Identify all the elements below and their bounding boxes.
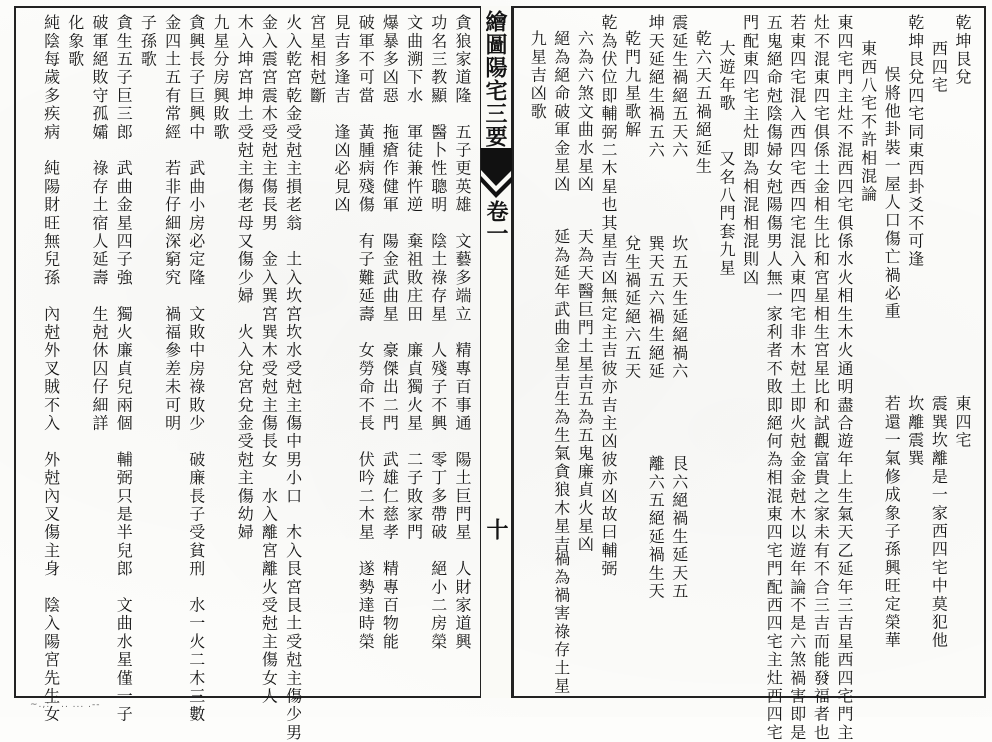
right-text-segment: 坎五天生延絕禍六 <box>669 235 689 381</box>
fish-tail-mark-icon <box>480 148 513 200</box>
right-text-column: 若東四宅混入西四宅西四宅混入東四宅非木尅土即火尅金金尅木以遊年論不是六煞禍害即是 <box>787 14 807 742</box>
left-text-column: 子孫歌 <box>138 14 158 69</box>
right-text-column: 灶不混東四宅俱係土金相生比和宮星相生宮星比和試觀富貴之家未有不合三吉而能發福者也 <box>811 14 831 742</box>
right-text-column: 東四宅門主灶不混西四宅俱係水火相生木火通明盡合遊年上生氣天乙延年三吉星西四宅門主 <box>835 14 854 742</box>
left-text-column: 九星分房興敗歌 <box>211 14 230 142</box>
left-text-column: 爆暴多凶惡 拖瘡作健軍 陽金武曲星 豪傑出二門 武雄仁慈孝 精專百物能 <box>380 14 400 651</box>
right-text-column: 震延生禍絕五天六 <box>669 14 689 160</box>
right-text-segment: 震巽坎離是一家西四宅中莫犯他 <box>929 395 949 650</box>
left-text-column: 宮星相尅斷 <box>307 14 327 105</box>
right-text-column: 六為六煞文曲水星凶 <box>575 30 595 194</box>
right-text-column: 乾門九星歌解 <box>622 30 642 140</box>
left-text-column: 功名三教顯 醫卜性聰明 陰土祿存星 人殘子不興 零丁多帶破 絕小二房榮 <box>428 14 448 651</box>
right-text-column: 乾為伏位即輔弼二木星也其星吉凶無定主吉彼亦吉主凶彼亦凶故曰輔弼 <box>599 14 618 579</box>
left-text-column: 破軍不可當 黃腫病殘傷 有子難延壽 女勞命不長 伏吟二木星 遂勢達時榮 <box>356 14 376 651</box>
left-text-column: 文曲溯下水 軍徒兼忤逆 棄祖敗庄田 廉貞獨火星 二子敗家門 <box>404 14 424 542</box>
right-text-segment: 天為天醫巨門土星吉 <box>575 228 595 392</box>
left-text-column: 金四土五有常經 若非仔細深窮究 禍福參差未可明 <box>162 14 182 433</box>
left-text-column: 見吉多逢吉 逢凶必見凶 <box>332 14 351 215</box>
right-text-segment: 離六五絕延禍生天 <box>646 455 666 601</box>
right-text-column: 東西八宅不許相混論 <box>858 40 878 204</box>
right-text-column: 九星吉凶歌 <box>528 30 548 121</box>
right-text-segment: 艮六絕禍生延天五 <box>669 455 689 601</box>
right-text-segment: 生為生氣貪狼木星吉 <box>551 390 571 554</box>
left-text-column: 金入震宮震木受尅主傷長男 金入巽宮巽木受尅主傷長女 水入離宮離火受尅主傷女人 <box>259 14 279 706</box>
book-title: 繪圖陽宅三要 <box>482 10 508 148</box>
page-number: 十 <box>483 518 509 540</box>
left-text-column: 破軍絕敗守孤孀 祿存土宿人延壽 生尅休囚仔細詳 <box>90 14 109 433</box>
left-text-column: 貪狼家道隆 五子更英雄 文藝多端立 精專百事通 陽土巨門星 人財家道興 <box>453 14 472 651</box>
left-text-column: 貪興長子巨興中 武曲小房必定隆 文敗中房祿敗少 破廉長子受貧刑 水一火二木三數 <box>186 14 206 724</box>
right-text-column: 大遊年歌 <box>717 40 736 113</box>
left-text-column: 火入乾宮乾金受尅主損老翁 土入坎宮坎水受尅主傷中男小口 木入艮宮艮土受尅主傷少男 <box>283 14 303 742</box>
right-text-segment: 若還一氣修成象子孫興旺定榮華 <box>882 395 902 650</box>
right-text-segment: 禍為禍害祿存土星 <box>551 550 571 696</box>
left-text-column: 木入坤宮坤土受尅主傷老母又傷少婦 火入兌宮兌金受尅主傷幼婦 <box>235 14 255 542</box>
right-text-segment: 又名八門套九星 <box>717 150 736 278</box>
right-text-column: 門配東四宅主灶即為相混相混則凶 <box>740 14 760 287</box>
right-text-column: 乾坤艮兌四宅同東西卦爻不可逢 <box>905 14 925 269</box>
right-text-column: 五鬼絕命尅陰傷婦女尅陽傷男人無一家利者不敗即絕何為相混東四宅門配西四宅主灶西四宅 <box>764 14 784 742</box>
scan-edge-mark: ~.,:'' .. ... .-- <box>30 700 101 710</box>
right-text-segment: 兌生禍延絕六五天 <box>622 235 642 381</box>
left-text-column: 純陰每歲多疾病 純陽財旺無兒孫 內尅外叉賊不入 外尅內叉傷主身 陰入陽宮先生女 <box>41 14 61 724</box>
right-text-segment: 五為五鬼廉貞火星凶 <box>575 390 595 554</box>
right-text-segment: 巽天五六禍生絕延 <box>646 235 666 381</box>
left-text-column: 化象歌 <box>65 14 85 69</box>
right-text-segment: 東四宅 <box>953 395 972 450</box>
right-text-column: 悮將他卦裝一屋人口傷亡禍必重 <box>882 66 902 321</box>
left-text-column: 貪生五子巨三郎 武曲金星四子強 獨火廉貞兒兩個 輔弼只是半兒郎 文曲水星僅一子 <box>114 14 134 724</box>
right-text-column: 坤天延絕生禍五六 <box>646 14 666 160</box>
volume-label: 卷一 <box>483 200 509 244</box>
right-text-column: 乾六天五禍絕延生 <box>693 30 713 176</box>
right-text-segment: 延為延年武曲金星吉 <box>551 228 571 392</box>
right-text-column: 絕為絕命破軍金星凶 <box>551 30 571 194</box>
right-text-column: 乾坤艮兌 <box>953 14 972 87</box>
right-text-column: 西四宅 <box>929 40 949 95</box>
right-text-segment: 坎離震巽 <box>905 395 925 468</box>
